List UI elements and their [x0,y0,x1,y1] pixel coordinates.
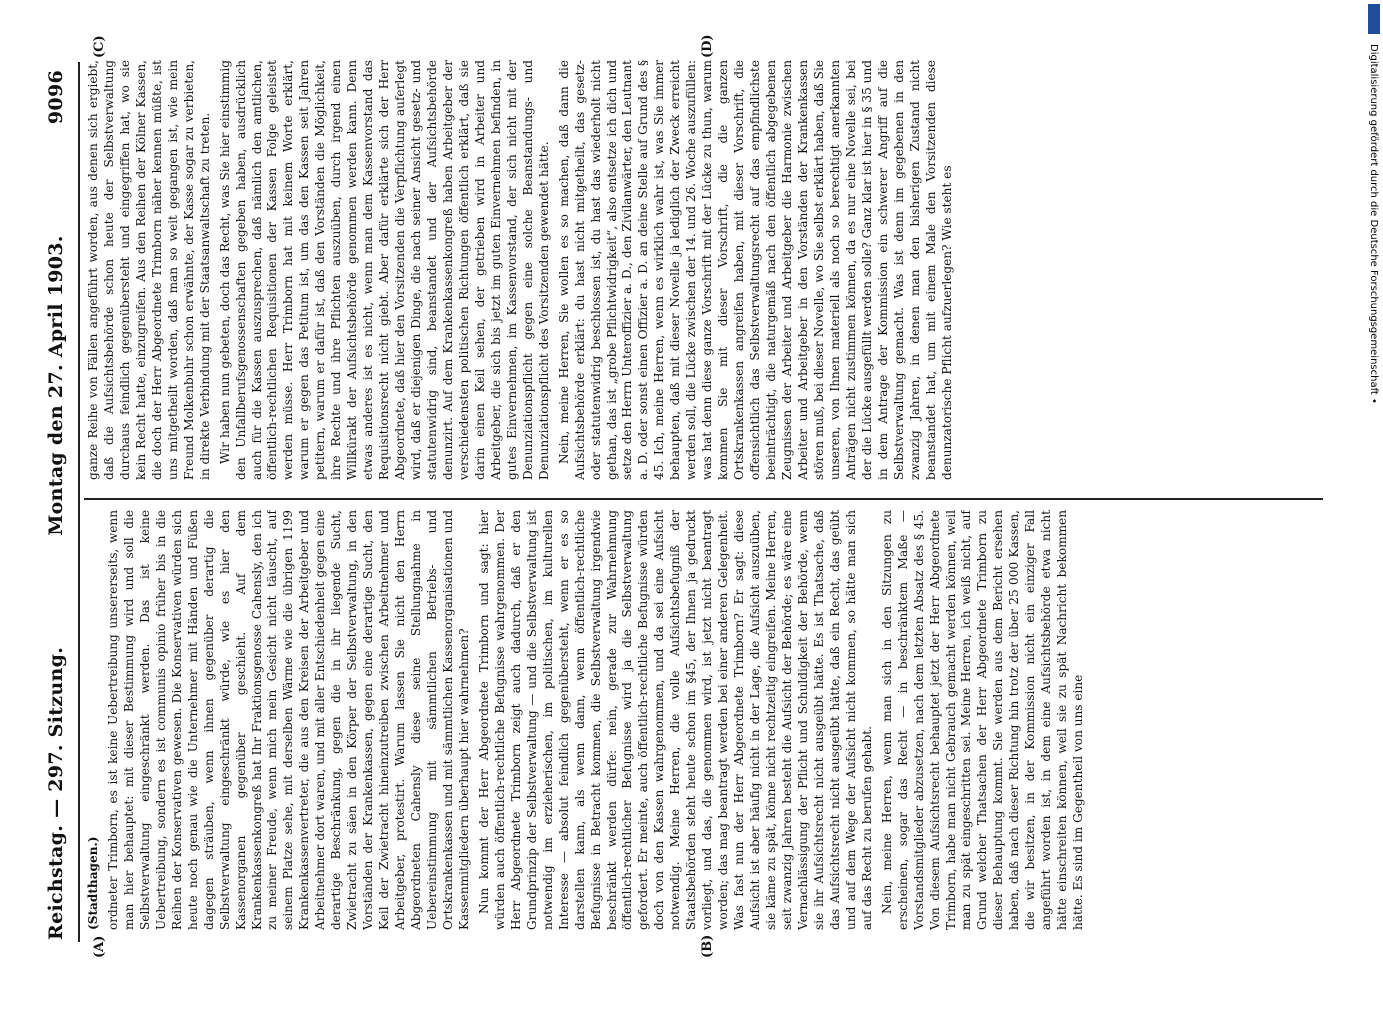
paragraph: ganze Reihe von Fällen angeführt worden, aus denen sich ergiebt, daß die Aufsichtsbehörde schon heute der Selbstverwaltung durchaus feindlich gegenübersteht und eingegriffen hat, wo sie kein Recht hatte, einzugreifen. Aus den Reihen der Kölner Kassen, die doch der Herr Abgeordnete Trimborn näher kennen müßte, ist uns mitgetheilt worden, daß man so weit gegangen ist, wie mein Freund Molkenbuhr schon erwähnte, der Kasse sogar zu verbieten, in direkte Verbindung mit der Staatsanwaltschaft zu treten. [86,60,212,480]
margin-letter-a: (A) [92,935,107,958]
column-divider [84,498,1323,500]
page-number: 9096 [45,70,67,125]
right-column [86,60,1323,480]
paragraph: ordneter Trimborn, es ist keine Uebertreibung unsererseits, wenn man hier behauptet: mit dieser Bestimmung wird und soll die Selbstverwaltung eingeschränkt werden. Das ist keine Uebertreibung, sondern es ist communis opinio früher bis in die Reihen der Konservativen gewesen. Die Konservativen würden sich heute noch genau wie die Unternehmer mit Händen und Füßen dagegen sträuben, wenn ihnen gegenüber derartig die Selbstverwaltung eingeschränkt würde, wie es hier den Kassenorganen gegenüber geschieht. Auf dem Krankenkassenkongreß hat Ihr Fraktionsgenosse Cahensly, den ich zu meiner Freude, wenn mich mein Gesicht nicht täuscht, auf seinem Platze sehe, mit derselben Wärme wie die übrigen 1199 Krankenkassenvertreter, die aus den Kreisen der Arbeitgeber und Arbeitnehmer dort waren, und mit aller Entschiedenheit gegen eine derartige Beschränkung, gegen die in ihr liegende Sucht, Zwietracht zu säen in den Körper der Selbstverwaltung, in den Vorständen der Krankenkassen, gegen eine derartige Sucht, den Keil der Zwietracht hineinzutreiben zwischen Arbeitnehmer und Arbeitgeber, protestirt. Warum lassen Sie nicht den Herrn Abgeordneten Cahensly diese seine Stellungnahme in Uebereinstimmung mit sämmtlichen Betriebs- und Ortskrankenkassen und mit sämmtlichen Kassenorganisationen und Kassenmitgliedern überhaupt hier wahrnehmen? [105,510,471,930]
speaker-tag: (Stadthagen.) [86,836,100,930]
paragraph: Nein, meine Herren, Sie wollen es so machen, daß dann die Aufsichtsbehörde erklärt: du hast nicht mitgetheilt, das gesetz- oder statutenwidrig beschlossen ist, du hast das wiederholt nicht gethan, das ist „grobe Pflichtwidrigkeit“, also entsetze ich dich und setze den Herrn Unteroffizier a. D., den Zivilanwärter, den Leutnant a. D. oder sonst einen Offizier a. D. an deine Stelle auf Grund des § 45. Ich, meine Herren, wenn es wirklich wahr ist, was Sie immer behaupten, daß mit dieser Novelle ja lediglich der Zweck erreicht werden soll, die Lücke zwischen der 14. und 26. Woche auszufüllen: was hat denn diese ganze Vorschrift mit der Lücke zu thun, warum kommen Sie mit dieser Vorschrift, die die ganzen Ortskrankenkassen angreifen haben, mit dieser Vorschrift, die offensichtlich das Selbstverwaltungsrecht auf das empfindlichste beeinträchtigt, die naturgemäß nach den öffentlich abgegebenen Zeugnissen der Arbeiter und Arbeitgeber die Harmonie zwischen Arbeiter und Arbeitgeber in den Vorständen der Krankenkassen stören muß, bei dieser Novelle, wo Sie selbst erklärt haben, daß Sie unseren, von Ihnen materiell als noch so berechtigt anerkannten Anträgen nicht zustimmen können, da es nur eine Novelle sei, bei der die Lücke ausgefüllt werden solle? Ganz klar ist hier in § 35 und in dem Antrage der Kommission ein schwerer Angriff auf die Selbstverwaltung gemacht. Was ist denn im gegebenen in den zwanzig Jahren, in denen man den bisherigen Zustand nicht beanstandet hat, um mit einem Male den Vorsitzenden diese denunzatorische Pflicht aufzuerlegen? Wie steht es [556,60,954,480]
left-column [86,510,1323,930]
header-title: Reichstag. — 297. Sitzung. [45,646,67,940]
header-date: Montag den 27. April 1903. [45,235,67,536]
paragraph: Wir haben nun gebeten, doch das Recht, was Sie hier einstimmig den Unfallberufsgenossenschaften gegeben haben, ausdrücklich auch für die Kassen auszusprechen, daß nämlich den amtlichen, öffentlich-rechtlichen Requisitionen der Kassen Folge geleistet werden müsse. Herr Trimborn hat mit keinem Worte erklärt, warum er gegen das Petitum ist, um das den Kassen seit Jahren petitern, warum er dafür ist, daß den Vorständen die Möglichkeit, ihre Rechte und ihre Pflichten auszuüben, durch irgend einen Willkürakt der Aufsichtsbehörde genommen werden kann. Denn etwas anderes ist es nicht, wenn man dem Kassenvorstand das Requisitionsrecht nicht giebt. Aber dafür erklärte sich der Herr Abgeordnete, daß hier den Vorsitzenden die Verpflichtung auferlegt wird, daß er diejenigen Dinge, die nach seiner Ansicht gesetz- und statutenwidrig sind, beanstandet und der Aufsichtsbehörde denunzirt. Auf dem Krankenkassenkongreß haben Arbeitgeber der verschiedensten politischen Richtungen öffentlich erklärt, daß sie darin einen Keil sehen, der getrieben wird in Arbeiter und Arbeitgeber, die sich bis jetzt im guten Einvernehmen befinden, in gutes Einvernehmen, im Kassenvorstand, der sich nicht mit der Denunziationspflicht gegen eine solche Beanstandungs- und Denunziationspflicht des Vorsitzenden gewendet hätte. [217,60,551,480]
digitization-banner [1365,4,1381,994]
margin-letter-b: (B) [700,934,715,958]
banner-text: Digitalisierung gefördert durch die Deutsche Forschungsgemeinschaft • [1368,44,1379,404]
page-header [38,70,74,940]
margin-letter-d: (D) [700,34,715,58]
paragraph: Nein, meine Herren, wenn man sich in den Sitzungen zu erscheinen, sogar das Recht — in beschränktem Maße — Vorstandsmitglieder abzusetzen, nach dem letzten Absatz des § 45. Von diesem Aufsichtsrecht behauptet jetzt der Herr Abgeordnete Trimborn, habe man nicht Gebrauch gemacht werden können, weil man zu spät eingeschritten sei. Meine Herren, ich weiß nicht, auf Grund welcher Thatsachen der Herr Abgeordnete Trimborn zu dieser Behauptung kommt. Sie werden aus dem Bericht ersehen haben, daß nach dieser Richtung hin trotz der über 25 000 Kassen, die wir besitzen, in der Kommission nicht ein einziger Fall angeführt worden ist, in dem eine Aufsichtsbehörde etwa nicht hätte einschreiten können, weil sie zu spät Nachricht bekommen hätte. Es sind im Gegentheil von uns eine [879,510,1086,930]
header-rule [78,62,80,942]
paragraph: Nun kommt der Herr Abgeordnete Trimborn und sagt: hier würden auch öffentlich-rechtliche Befugnisse wahrgenommen. Der Herr Abgeordnete Trimborn zeigt auch dadurch, daß er den Grundprinzip der Selbstverwaltung — und die Selbstverwaltung ist notwendig im erzieherischen, im politischen, im kulturellen Interesse — absolut feindlich gegenübersteht, wenn er es so darstellen kann, als wenn dann, wenn öffentlich-rechtliche Befugnisse in Betracht kommen, die Selbstverwaltung irgendwie beschränkt werden dürfe: nein, gerade zur Wahrnehmung öffentlich-rechtlicher Befugnisse wird ja die Selbstverwaltung gefordert. Er meinte, auch öffentlich-rechtliche Befugnisse würden doch von den Kassen wahrgenommen, und da sei eine Aufsicht notwendig. Meine Herren, die volle Aufsichtsbefugniß der Staatsbehörden steht heute schon im §45, der Ihnen ja gedruckt vorliegt, und das, die genommen wird, ist jetzt nicht beantragt worden; das mag beantragt werden bei einer anderen Gelegenheit. Was fast nun der Herr Abgeordnete Trimborn? Er sagt: diese Aufsicht ist aber häufig nicht in der Lage, die Aufsicht auszuüben, sie käme zu spät, könne nicht rechtzeitig eingreifen. Meine Herren, seit zwanzig Jahren besteht die Aufsicht der Behörde; es wäre eine Vernachlässigung der Pflicht und Schuldigkeit der Behörde, wenn sie ihr Aufsichtsrecht nicht ausgeübt hätte. Es ist Thatsache, daß das Aufsichtsrecht nicht ausgeübt hätte, daß ein Recht, das geübt und auf dem Wege der Aufsicht nicht kommen, so hätte man sich auf das Recht zu berufen gehabt. [476,510,874,930]
margin-letter-c: (C) [92,35,107,58]
